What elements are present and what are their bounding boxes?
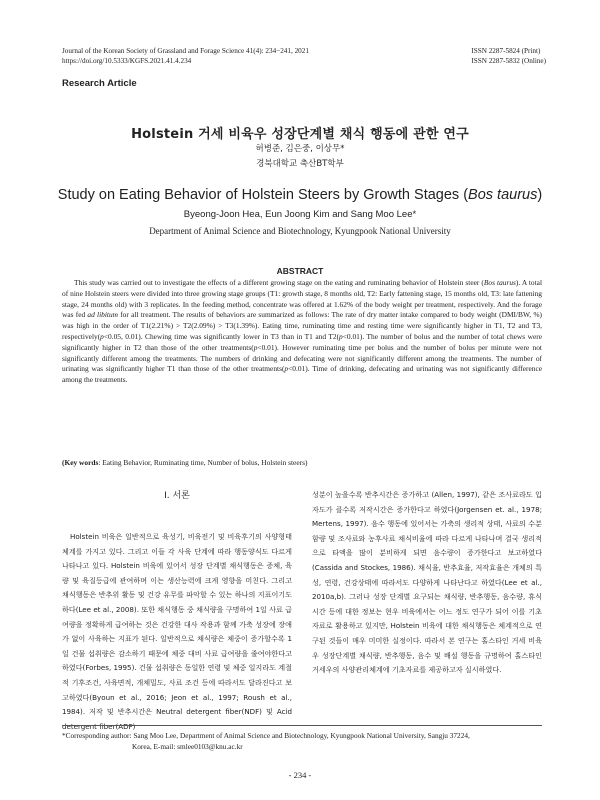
korean-authors: 허병준, 김은중, 이상무*: [255, 144, 345, 154]
english-title-main: Study on Eating Behavior of Holstein Steers by Growth Stages (: [57, 187, 469, 203]
abstract-text: ). A total of nine Holstein steers were divided into three growing stage groups (T1: growth stage, 8 months old, T2: Early fattening stage, 15 months old, T3: late fattening stage, 24 months old) with 3 replicates. In the feeding method, concentrate was offered at 1.62% of the body weight per treatment, respectively. And the forage was fed: [62, 278, 542, 320]
intro-left-column: Holstein 비육은 일반적으로 육성기, 비육전기 및 비육후기의 사양형태 체계를 가지고 있다. 그리고 이들 각 사육 단계에 따라 행동양식도 다르게 나타나고 있다. Holstein 비육에 있어서 성장 단계별 채식행동은 증체, 육량 및 육질등급에 관여하며 이는 생산능력에 크게 영향을 미친다. 그리고 채식행동은 반추위 활동 및 건강 유무를 파악할 수 있는 하나의 지표이기도 하다(Lee et al., 2008). 또한 채식행동 중 채식량을 구명하여 1일 사료 급여량을 정확하게 급여하는 것은 건강한 대사 작용과 함께 가축 성장에 장애가 없이 사육하는 지표가 된다. 일반적으로 채식량은 체중이 증가할수록 1일 건물 섭취량은 감소하기 때문에 체중 대비 사료 급여량을 줄여야한다고 하였다(Forbes, 1995). 건물 섭취량은 동일한 연령 및 체중 일지라도 계절적 기후조건, 사육면적, 개체밀도, 사료 조건 등에 따라서도 달라진다고 보고하였다(Byoun et al., 2016; Jeon et al., 1997; Roush et al., 1984). 저작 및 반추시간은 Neutral detergent fiber(NDF) 및 Acid detergent fiber(ADF): [62, 532, 292, 731]
keywords: [62, 458, 542, 468]
abstract-italic: p: [100, 331, 104, 341]
abstract-italic: Bos taurus: [483, 278, 516, 287]
footnote-divider: [62, 725, 542, 726]
abstract-italic: p: [339, 331, 343, 341]
issn-online: ISSN 2287-5832 (Online): [471, 57, 546, 65]
english-title: [0, 187, 600, 203]
journal-citation: Journal of the Korean Society of Grassland and Forage Science 41(4): 234−241, 2021: [62, 47, 309, 55]
doi-link[interactable]: https://doi.org/10.5333/KGFS.2021.41.4.234: [62, 57, 192, 65]
english-affiliation: Department of Animal Science and Biotechnology, Kyungpook National University: [149, 226, 451, 236]
english-title-end: ): [537, 187, 543, 203]
footnote-line-1: *Corresponding author: Sang Moo Lee, Department of Animal Science and Biotechnology, Kyungpook National University, Sangju 37224,: [62, 731, 470, 740]
abstract-text: <0.05, 0.01). Chewing time was significantly lower in T3 than in T1 and T2(: [103, 331, 340, 341]
footnote-line-2: Korea, E-mail: smlee0103@knu.ac.kr: [132, 742, 243, 751]
issn-print: ISSN 2287-5824 (Print): [471, 47, 541, 55]
abstract-italic: ad libitum: [87, 310, 118, 320]
page-number: - 234 -: [288, 770, 312, 780]
korean-affiliation: 경북대학교 축산BT학부: [256, 159, 344, 169]
abstract-text: for all treatment. The results of behaviors are summarized as follows: The rate of dry matter intake compared to body weight (DMI/BW, %) was high in the order of T1(2.21%) > T2(2.09%) > T3(1.39%). Eating time, ruminating time and resting time were significantly higher in T1, T2 and T3, respectively(: [62, 310, 542, 341]
abstract-text: <0.01). The number of bolus and the number of total chews were significantly higher in T2 than those of the other treatments(: [62, 331, 542, 352]
abstract-text: <0.01). However ruminating time per bolus and the number of bolus per minute were not significantly different among the treatments. The numbers of drinking and defecating were not significantly different among the treatments. The number of urinating was significantly higher T1 than those of the other treatments(: [62, 342, 542, 374]
intro-heading: Ⅰ. 서론: [164, 491, 190, 501]
issn-block: [471, 46, 546, 66]
abstract-italic: p: [284, 364, 289, 374]
keywords-text: : Eating Behavior, Ruminating time, Number of bolus, Holstein steers): [98, 458, 308, 467]
abstract-heading: ABSTRACT: [276, 266, 324, 276]
abstract-body: [62, 278, 542, 386]
english-title-species: Bos taurus: [468, 187, 538, 203]
abstract-text: This study was carried out to investigate the effects of a different growing stage on the eating and ruminating behavior of Holstein steer (: [74, 278, 484, 287]
abstract-italic: p: [253, 342, 258, 352]
intro-right-column: 성분이 높을수록 반추시간은 증가하고 (Allen, 1997), 같은 조사료라도 입자도가 클수록 저작시간은 증가한다고 하였다(Jorgensen et. al., 1978; Mertens, 1997). 음수 행동에 있어서는 가축의 생리적 상태, 사료의 수분함량 및 조사료와 농후사료 채식비율에 따라 다르게 나타나며 결국 생리적으로 타액을 많이 분비하게 되면 음수량이 증가한다고 보고하였다(Cassida and Stockes, 1986). 채식율, 반추효율, 저작효율은 개체의 특성, 연령, 건강상태에 따라서도 다양하게 나타난다고 하였다(Lee et al., 2010a,b). 그러나 성장 단계별 요구되는 채식량, 반추행동, 음수량, 휴식시간 등에 대한 정보는 현우 비육에서는 어느 정도 연구가 되어 이를 기초자료로 활용하고 있지만, Holstein 비육에 대한 채식행동은 체계적으로 연구된 것들이 매우 미미한 실정이다. 따라서 본 연구는 홀스타인 거세 비육우 성장단계별 채식량, 반추행동, 음수 및 배설 행동을 규명하여 홀스타인 거세우의 사양관리체계에 기초자료를 제공하고자 실시하였다.: [312, 490, 542, 675]
journal-header: [62, 46, 309, 66]
article-type: Research Article: [62, 78, 137, 89]
abstract-text: <0.01). Time of drinking, defecating and urinating was not significantly difference among the treatments.: [62, 364, 543, 385]
korean-title: Holstein 거세 비육우 성장단계별 채식 행동에 관한 연구: [131, 127, 469, 142]
keywords-label: (Key words: [62, 458, 99, 467]
corresponding-author-footnote: [62, 730, 542, 752]
english-authors: Byeong-Joon Hea, Eun Joong Kim and Sang Moo Lee*: [183, 209, 417, 220]
